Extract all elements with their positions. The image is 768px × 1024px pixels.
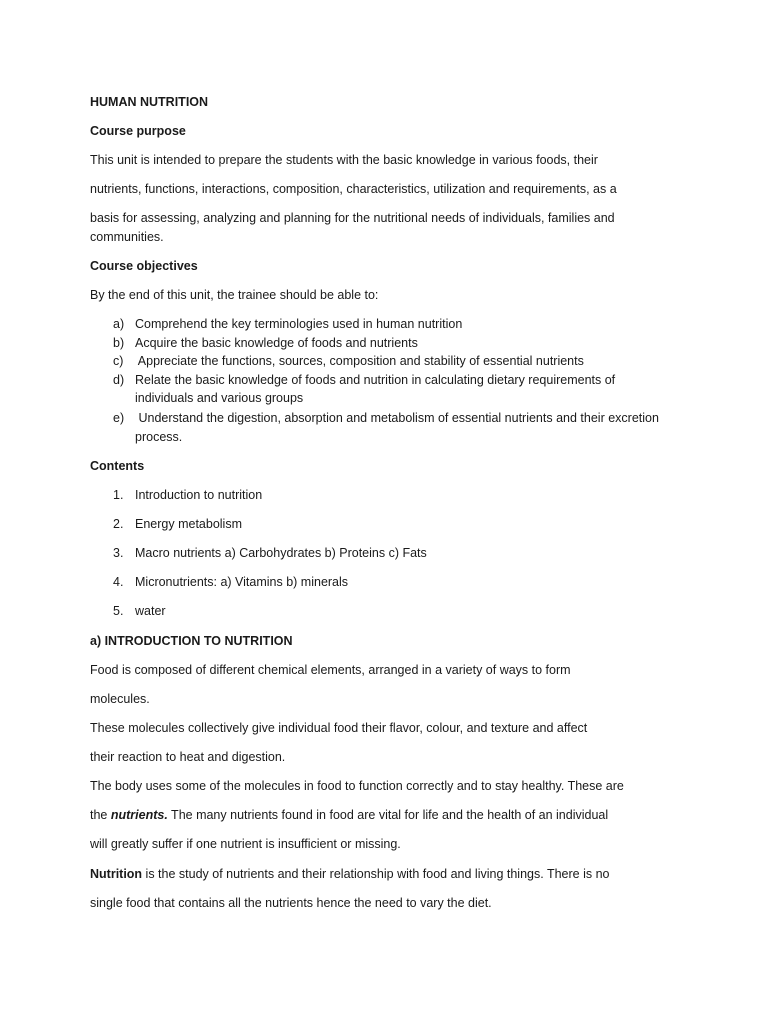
body-line: single food that contains all the nutrients hence the need to vary the diet. [90,896,492,910]
objective-item: Acquire the basic knowledge of foods and nutrients [135,336,418,350]
purpose-line: basis for assessing, analyzing and planning for the nutritional needs of individuals, families and [90,211,615,225]
list-marker: c) [113,354,124,368]
nutrition-definition-line [90,866,609,882]
list-marker: d) [113,373,125,387]
body-line: molecules. [90,692,150,706]
objective-item: Comprehend the key terminologies used in human nutrition [135,317,463,331]
nutrients-term: nutrients. [110,808,168,822]
contents-heading: Contents [90,459,145,473]
objective-item-continued: individuals and various groups [135,391,304,405]
body-line: These molecules collectively give individual food their flavor, colour, and texture and affect [90,721,588,735]
contents-item: water [135,604,166,618]
objective-item: Appreciate the functions, sources, composition and stability of essential nutrients [135,354,584,368]
body-line: Food is composed of different chemical elements, arranged in a variety of ways to form [90,663,571,677]
purpose-line: nutrients, functions, interactions, composition, characteristics, utilization and requirements, as a [90,182,617,196]
list-marker: e) [113,411,125,425]
contents-item: Micronutrients: a) Vitamins b) minerals [135,575,349,589]
contents-item: Macro nutrients a) Carbohydrates b) Proteins c) Fats [135,546,427,560]
list-marker: b) [113,336,125,350]
body-line: their reaction to heat and digestion. [90,750,286,764]
text-run: is the study of nutrients and their relationship with food and living things. There is no [142,867,610,881]
contents-item: Introduction to nutrition [135,488,263,502]
objective-item: Understand the digestion, absorption and metabolism of essential nutrients and their excretion [135,411,659,425]
purpose-line: communities. [90,230,164,244]
course-purpose-heading: Course purpose [90,124,186,138]
course-objectives-heading: Course objectives [90,259,198,273]
list-marker: 3. [113,546,124,560]
nutrients-line [90,807,608,823]
body-line: will greatly suffer if one nutrient is insufficient or missing. [90,837,401,851]
contents-item: Energy metabolism [135,517,242,531]
text-run: the [90,808,111,822]
list-marker: a) [113,317,125,331]
objectives-intro: By the end of this unit, the trainee should be able to: [90,288,379,302]
purpose-line: This unit is intended to prepare the students with the basic knowledge in various foods, their [90,153,598,167]
list-marker: 2. [113,517,124,531]
introduction-heading: a) INTRODUCTION TO NUTRITION [90,634,293,648]
list-marker: 4. [113,575,124,589]
list-marker: 5. [113,604,124,618]
text-run: The many nutrients found in food are vital for life and the health of an individual [167,808,609,822]
list-marker: 1. [113,488,124,502]
objective-item-continued: process. [135,430,183,444]
document-title: HUMAN NUTRITION [90,95,209,109]
nutrition-term: Nutrition [90,867,143,881]
body-line: The body uses some of the molecules in food to function correctly and to stay healthy. These are [90,779,624,793]
objective-item: Relate the basic knowledge of foods and nutrition in calculating dietary requirements of [135,373,616,387]
